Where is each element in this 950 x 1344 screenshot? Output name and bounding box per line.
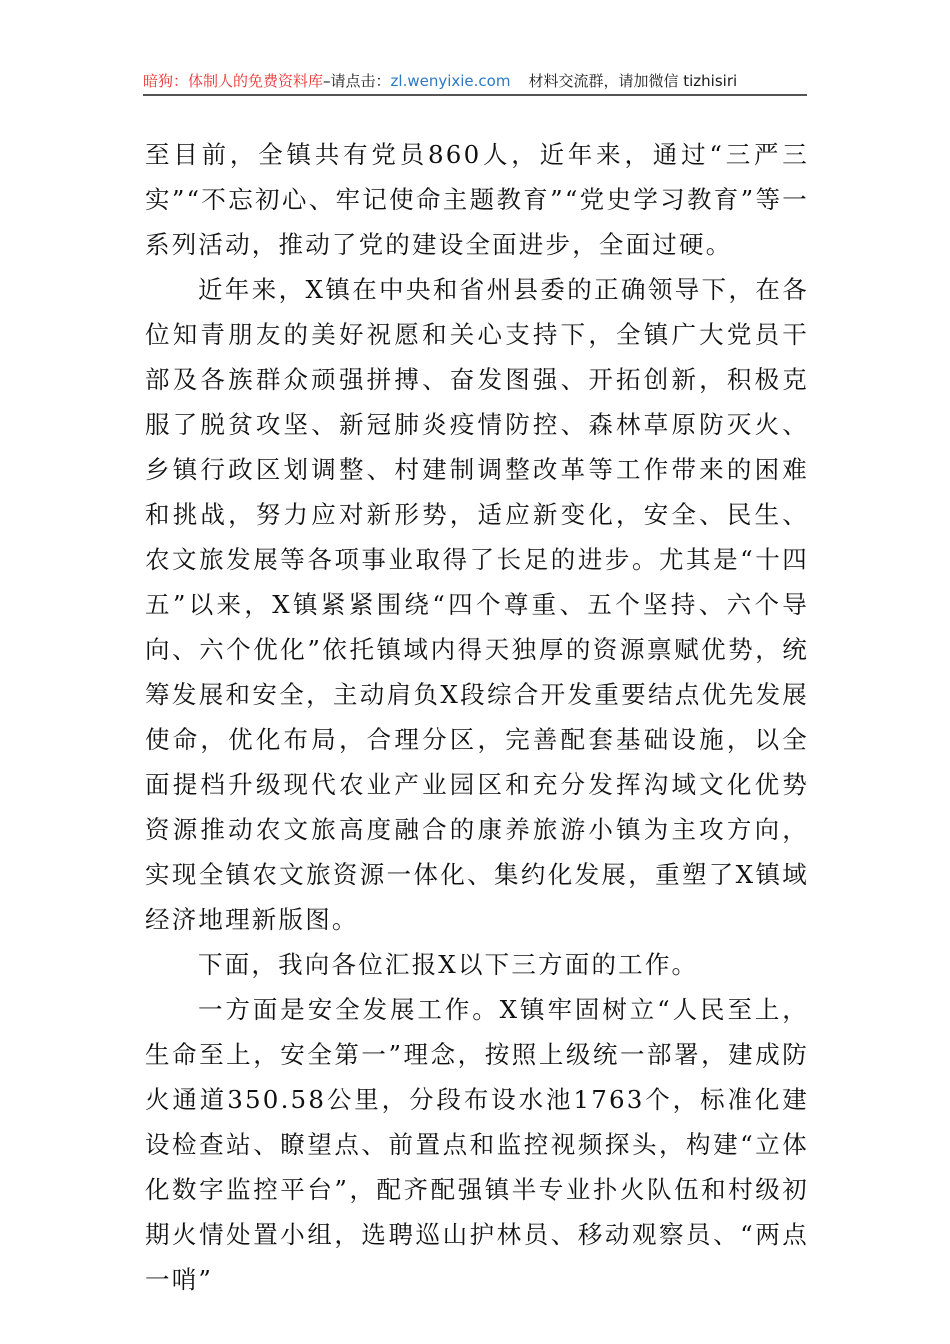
paragraph-3: 下面，我向各位汇报X以下三方面的工作。 bbox=[198, 950, 699, 979]
paragraph-4: 一方面是安全发展工作。X镇牢固树立“人民至上，生命至上，安全第一”理念，按照上级统一部署，建成防火通道350.58公里，分段布设水池1763个，标准化建设检查站、瞭望点、前置点和监控视频探头，构建“立体化数字监控平台”，配齐配强镇半专业扑火队伍和村级初期火情处置小组，选聘巡山护林员、移动观察员、“两点一哨” bbox=[145, 995, 809, 1294]
header-divider bbox=[143, 94, 807, 96]
website-link[interactable]: zl.wenyixie.com bbox=[390, 72, 511, 90]
paragraph-2: 近年来，X镇在中央和省州县委的正确领导下，在各位知青朋友的美好祝愿和关心支持下，全镇广大党员干部及各族群众顽强拼搏、奋发图强、开拓创新，积极克服了脱贫攻坚、新冠肺炎疫情防控、森林草原防灭火、乡镇行政区划调整、村建制调整改革等工作带来的困难和挑战，努力应对新形势，适应新变化，安全、民生、农文旅发展等各项事业取得了长足的进步。尤其是“十四五”以来，X镇紧紧围绕“四个尊重、五个坚持、六个导向、六个优化”依托镇域内得天独厚的资源禀赋优势，统筹发展和安全，主动肩负X段综合开发重要结点优先发展使命，优化布局，合理分区，完善配套基础设施，以全面提档升级现代农业产业园区和充分发挥沟域文化优势资源推动农文旅高度融合的康养旅游小镇为主攻方向，实现全镇农文旅资源一体化、集约化发展，重塑了X镇域经济地理新版图。 bbox=[145, 275, 809, 934]
document-body bbox=[145, 132, 809, 1302]
prompt-text: –请点击： bbox=[323, 72, 391, 90]
brand-text: 暗狗：体制人的免费资料库 bbox=[143, 72, 324, 90]
paragraph-1: 至目前，全镇共有党员860人，近年来，通过“三严三实”“不忘初心、牢记使命主题教育”“党史学习教育”等一系列活动，推动了党的建设全面进步，全面过硬。 bbox=[145, 140, 809, 259]
page-header bbox=[143, 68, 807, 94]
contact-text: 材料交流群，请加微信 tizhisiri bbox=[528, 72, 738, 90]
